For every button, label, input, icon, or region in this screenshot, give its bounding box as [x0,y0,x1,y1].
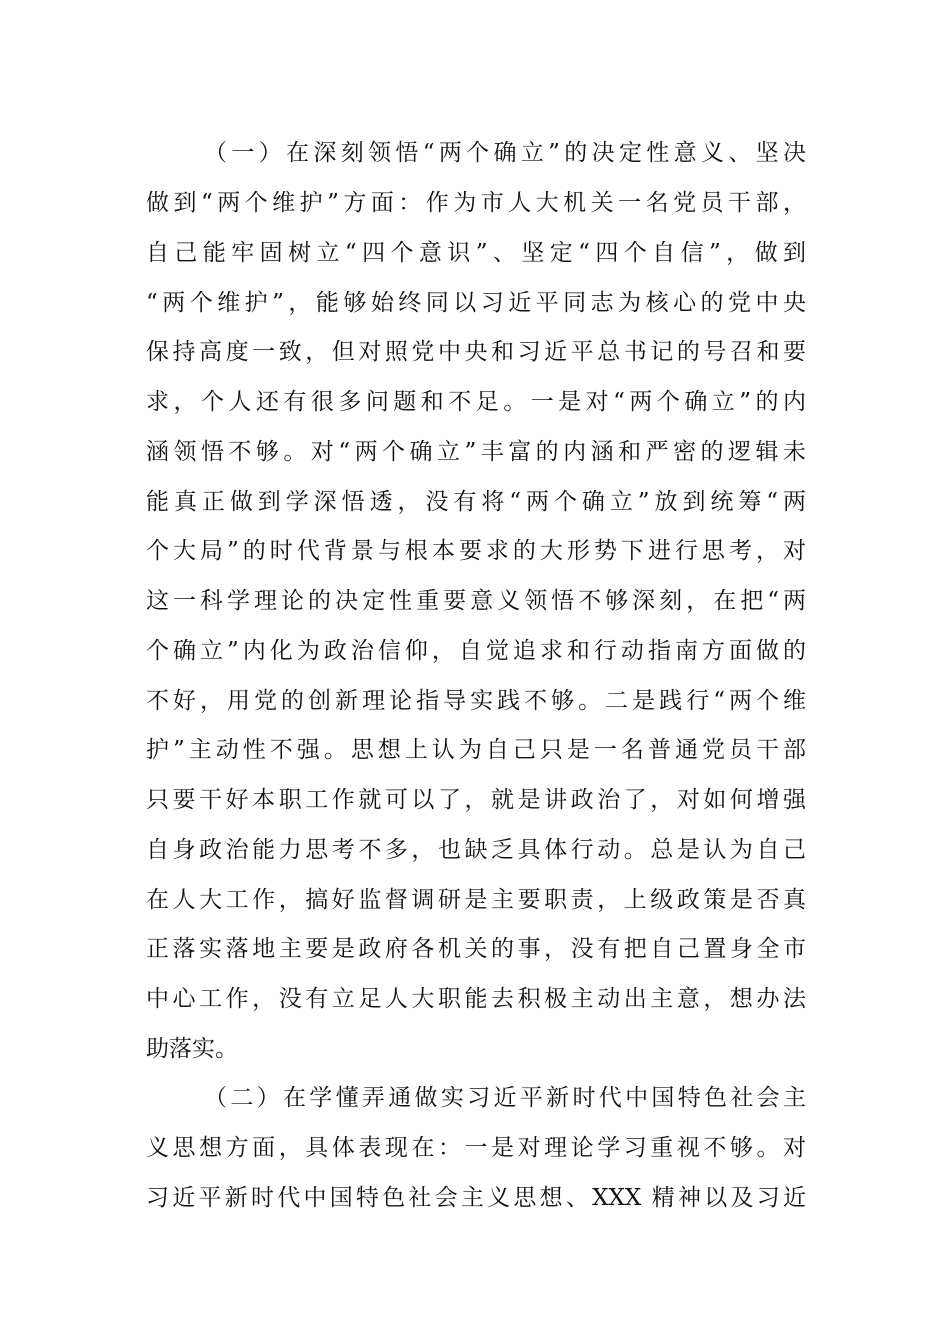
paragraph-1-line-9: 个大局”的时代背景与根本要求的大形势下进行思考，对 [146,538,806,564]
paragraph-1-line-2: 做到“两个维护”方面：作为市人大机关一名党员干部， [146,190,806,216]
paragraph-1-line-15: 自身政治能力思考不多，也缺乏具体行动。总是认为自己 [146,837,806,863]
paragraph-1-line-18: 中心工作，没有立足人大职能去积极主动出主意，想办法 [146,986,806,1012]
paragraph-1-line-14: 只要干好本职工作就可以了，就是讲政治了，对如何增强 [146,787,806,813]
paragraph-1-line-16: 在人大工作，搞好监督调研是主要职责，上级政策是否真 [146,887,806,913]
paragraph-1-line-5: 保持高度一致，但对照党中央和习近平总书记的号召和要 [146,339,806,365]
paragraph-1-line-1: （一）在深刻领悟“两个确立”的决定性意义、坚决 [204,140,806,166]
paragraph-1-line-11: 个确立”内化为政治信仰，自觉追求和行动指南方面做的 [146,638,806,664]
paragraph-2-line-2: 义思想方面，具体表现在：一是对理论学习重视不够。对 [146,1135,806,1161]
paragraph-1-line-3: 自己能牢固树立“四个意识”、坚定“四个自信”，做到 [146,240,806,266]
paragraph-1-line-7: 涵领悟不够。对“两个确立”丰富的内涵和严密的逻辑未 [146,439,806,465]
paragraph-2-line-3: 习近平新时代中国特色社会主义思想、XXX 精神以及习近 [146,1185,806,1211]
paragraph-1-line-12: 不好，用党的创新理论指导实践不够。二是践行“两个维 [146,688,806,714]
paragraph-1-line-4: “两个维护”，能够始终同以习近平同志为核心的党中央 [146,290,806,316]
paragraph-1-line-8: 能真正做到学深悟透，没有将“两个确立”放到统筹“两 [146,489,806,515]
paragraph-1-line-19: 助落实。 [146,1036,238,1062]
paragraph-2-line-1: （二）在学懂弄通做实习近平新时代中国特色社会主 [204,1085,806,1111]
paragraph-1-line-6: 求，个人还有很多问题和不足。一是对“两个确立”的内 [146,389,806,415]
paragraph-1-line-13: 护”主动性不强。思想上认为自己只是一名普通党员干部 [146,737,806,763]
paragraph-1-line-17: 正落实落地主要是政府各机关的事，没有把自己置身全市 [146,936,806,962]
paragraph-1-line-10: 这一科学理论的决定性重要意义领悟不够深刻，在把“两 [146,588,806,614]
